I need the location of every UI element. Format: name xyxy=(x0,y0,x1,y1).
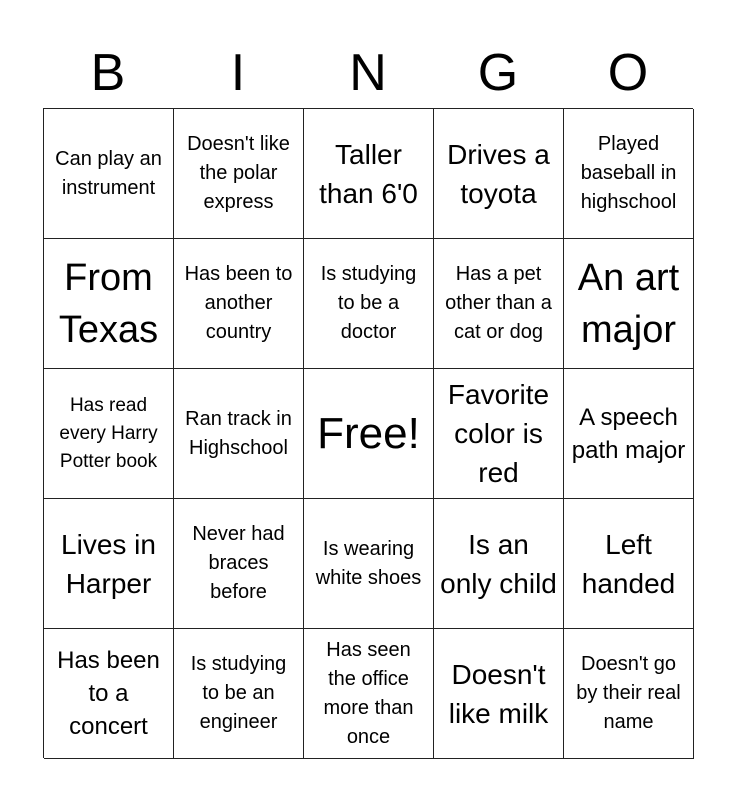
bingo-header xyxy=(43,38,693,108)
bingo-cell-r1c3[interactable]: Taller than 6'0 xyxy=(304,109,434,239)
bingo-grid xyxy=(43,108,693,758)
bingo-cell-r3c5[interactable]: A speech path major xyxy=(564,369,694,499)
bingo-cell-r3c4[interactable]: Favorite color is red xyxy=(434,369,564,499)
header-letter-n: N xyxy=(349,44,387,102)
bingo-cell-r1c5[interactable]: Played baseball in highschool xyxy=(564,109,694,239)
bingo-cell-r2c1[interactable]: From Texas xyxy=(44,239,174,369)
bingo-cell-r5c5[interactable]: Doesn't go by their real name xyxy=(564,629,694,759)
bingo-cell-r2c2[interactable]: Has been to another country xyxy=(174,239,304,369)
bingo-cell-r4c1[interactable]: Lives in Harper xyxy=(44,499,174,629)
bingo-cell-r4c5[interactable]: Left handed xyxy=(564,499,694,629)
bingo-cell-r4c4[interactable]: Is an only child xyxy=(434,499,564,629)
bingo-cell-r5c4[interactable]: Doesn't like milk xyxy=(434,629,564,759)
bingo-cell-r1c2[interactable]: Doesn't like the polar express xyxy=(174,109,304,239)
bingo-cell-r5c1[interactable]: Has been to a concert xyxy=(44,629,174,759)
header-letter-g: G xyxy=(477,44,519,102)
header-letter-o: O xyxy=(607,44,649,102)
bingo-cell-r1c1[interactable]: Can play an instrument xyxy=(44,109,174,239)
bingo-cell-free[interactable]: Free! xyxy=(304,369,434,499)
header-letter-i: I xyxy=(230,44,246,102)
bingo-cell-r4c3[interactable]: Is wearing white shoes xyxy=(304,499,434,629)
bingo-cell-r3c2[interactable]: Ran track in Highschool xyxy=(174,369,304,499)
bingo-cell-r5c2[interactable]: Is studying to be an engineer xyxy=(174,629,304,759)
header-letter-b: B xyxy=(90,44,126,102)
bingo-cell-r5c3[interactable]: Has seen the office more than once xyxy=(304,629,434,759)
bingo-cell-r4c2[interactable]: Never had braces before xyxy=(174,499,304,629)
bingo-cell-r2c3[interactable]: Is studying to be a doctor xyxy=(304,239,434,369)
bingo-cell-r3c1[interactable]: Has read every Harry Potter book xyxy=(44,369,174,499)
bingo-cell-r2c5[interactable]: An art major xyxy=(564,239,694,369)
bingo-cell-r1c4[interactable]: Drives a toyota xyxy=(434,109,564,239)
bingo-cell-r2c4[interactable]: Has a pet other than a cat or dog xyxy=(434,239,564,369)
